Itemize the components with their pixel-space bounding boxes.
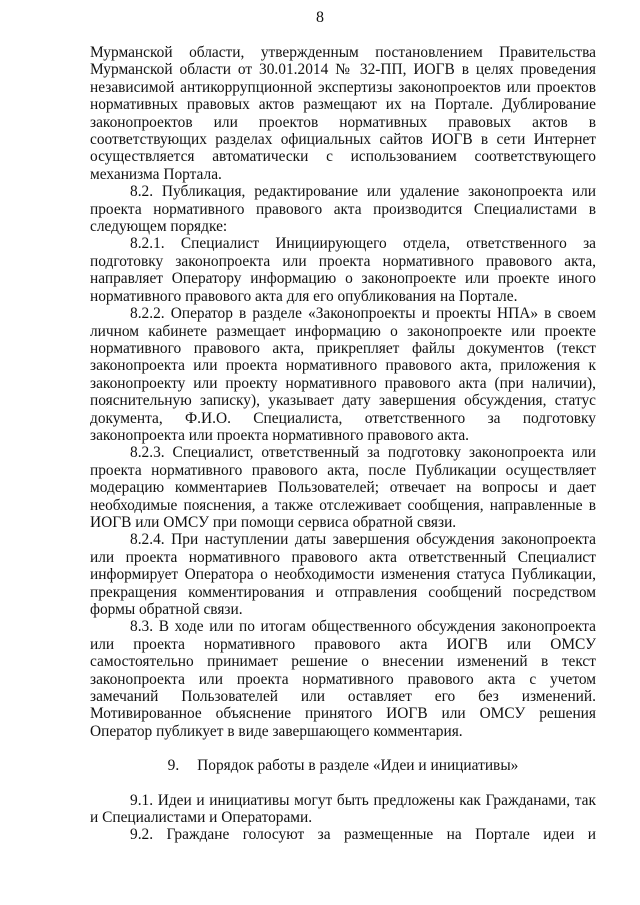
section-9-title: Порядок работы в разделе «Идеи и инициативы» [197,757,519,775]
paragraph-8-1-continuation: Мурманской области, утвержденным постановлением Правительства Мурманской области от 30.01.2014 № 32-ПП, ИОГВ в целях проведения независимой антикоррупционной экспертизы законопроектов или проектов нормативных правовых актов размещают их на Портале. Дублирование законопроектов или проектов нормативных правовых актов в соответствующих разделах официальных сайтов ИОГВ в сети Интернет осуществляется автоматически с использованием соответствующего механизма Портала. [90,44,596,183]
paragraph-8-2-2: 8.2.2. Оператор в разделе «Законопроекты и проекты НПА» в своем личном кабинете размещает информацию о законопроекте или проекте нормативного правового акта, прикрепляет файлы документов (текст законопроекта или проекта нормативного правового акта, приложения к законопроекту или проекту нормативного правового акта (при наличии), пояснительную записку), указывает дату завершения обсуждения, статус документа, Ф.И.О. Специалиста, ответственного за подготовку законопроекта или проекта нормативного правового акта. [90,305,596,444]
page-number: 8 [316,9,324,26]
paragraph-9-2: 9.2. Граждане голосуют за размещенные на Портале идеи и [130,826,596,844]
section-9-number: 9. [167,757,180,775]
paragraph-9-1: 9.1. Идеи и инициативы могут быть предложены как Гражданами, так и Специалистами и Операторами. [90,791,596,827]
paragraph-8-2-1: 8.2.1. Специалист Инициирующего отдела, ответственного за подготовку законопроекта или проекта нормативного правового акта, направляет Оператору информацию о законопроекте или проекте иного нормативного правового акта для его опубликования на Портале. [90,235,596,305]
paragraph-8-2: 8.2. Публикация, редактирование или удаление законопроекта или проекта нормативного правового акта производится Специалистами в следующем порядке: [90,183,596,236]
paragraph-8-2-4: 8.2.4. При наступлении даты завершения обсуждения законопроекта или проекта нормативного правового акта ответственный Специалист информирует Оператора о необходимости изменения статуса Публикации, прекращения комментирования и отправления сообщений посредством формы обратной связи. [90,531,596,618]
section-9-heading [90,757,596,774]
document-body [90,44,596,844]
paragraph-8-3: 8.3. В ходе или по итогам общественного обсуждения законопроекта или проекта нормативного правового акта ИОГВ или ОМСУ самостоятельно принимает решение о внесении изменений в текст законопроекта или проекта нормативного правового акта с учетом замечаний Пользователей или оставляет его без изменений. Мотивированное объяснение принятого ИОГВ или ОМСУ решения Оператор публикует в виде завершающего комментария. [90,618,596,740]
paragraph-8-2-3: 8.2.3. Специалист, ответственный за подготовку законопроекта или проекта нормативного правового акта, после Публикации осуществляет модерацию комментариев Пользователей; отвечает на вопросы и дает необходимые пояснения, а также отслеживает сообщения, направленные в ИОГВ или ОМСУ при помощи сервиса обратной связи. [90,444,596,531]
